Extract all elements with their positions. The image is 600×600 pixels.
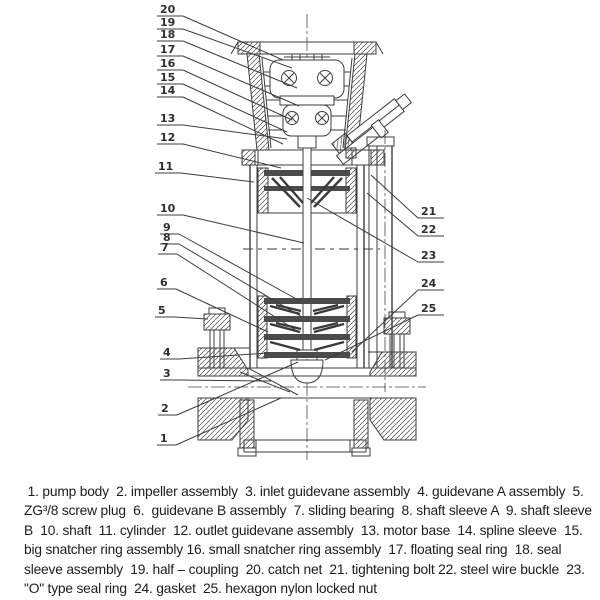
callout-25	[325, 302, 444, 360]
svg-text:25: 25	[421, 302, 437, 315]
svg-text:9: 9	[163, 221, 171, 234]
svg-text:7: 7	[161, 241, 169, 254]
svg-text:12: 12	[160, 131, 176, 144]
volute-curve	[248, 368, 298, 395]
callout-8	[160, 231, 302, 317]
callout-11	[155, 160, 254, 182]
svg-text:23: 23	[421, 249, 437, 262]
svg-text:5: 5	[158, 304, 166, 317]
callout-18	[157, 28, 297, 88]
svg-text:20: 20	[160, 3, 176, 16]
callout-5	[155, 304, 208, 319]
caption-line: big snatcher ring assembly 16. small snatcher ring assembly 17. floating seal ring 18. seal	[24, 542, 562, 558]
svg-text:14: 14	[160, 84, 176, 97]
svg-text:4: 4	[163, 346, 171, 359]
svg-text:16: 16	[160, 57, 176, 70]
parts-list-caption	[24, 482, 596, 598]
caption-line: ZG³/8 screw plug 6. guidevane B assembly 7. sliding bearing 8. shaft sleeve A 9. shaft sleeve	[24, 503, 592, 519]
caption-line: "O" type seal ring 24. gasket 25. hexagon nylon locked nut	[24, 581, 377, 597]
svg-text:22: 22	[421, 223, 437, 236]
svg-text:17: 17	[160, 43, 176, 56]
volute-curve	[240, 372, 290, 392]
callout-21	[371, 175, 444, 218]
coupling-bolt	[316, 112, 329, 125]
caption-line: B 10. shaft 11. cylinder 12. outlet guidevane assembly 13. motor base 14. spline sleeve 15.	[24, 522, 583, 538]
coupling-bolt	[318, 71, 333, 86]
svg-text:18: 18	[160, 28, 176, 41]
callout-15	[157, 71, 287, 132]
svg-text:21: 21	[421, 205, 437, 218]
caption-line: 1. pump body 2. impeller assembly 3. inlet guidevane assembly 4. guidevane A assembly 5.	[24, 484, 584, 499]
callout-20	[157, 3, 283, 60]
transition-flange	[242, 150, 384, 165]
svg-text:15: 15	[160, 71, 176, 84]
half-coupling	[270, 60, 344, 148]
svg-text:2: 2	[161, 402, 169, 415]
svg-text:24: 24	[421, 277, 437, 290]
spline-sleeve	[298, 136, 316, 148]
callout-10	[157, 202, 304, 243]
svg-text:19: 19	[160, 16, 176, 29]
svg-text:8: 8	[163, 231, 171, 244]
svg-text:1: 1	[160, 432, 168, 445]
svg-text:10: 10	[160, 202, 176, 215]
callout-9	[160, 221, 300, 301]
svg-text:3: 3	[163, 367, 171, 380]
coupling-bolt	[282, 71, 297, 86]
svg-text:6: 6	[160, 276, 168, 289]
svg-text:13: 13	[160, 112, 176, 125]
svg-text:11: 11	[158, 160, 174, 173]
caption-line: sleeve assembly 19. half – coupling 20. catch net 21. tightening bolt 22. steel wire buckle 23.	[24, 561, 585, 577]
